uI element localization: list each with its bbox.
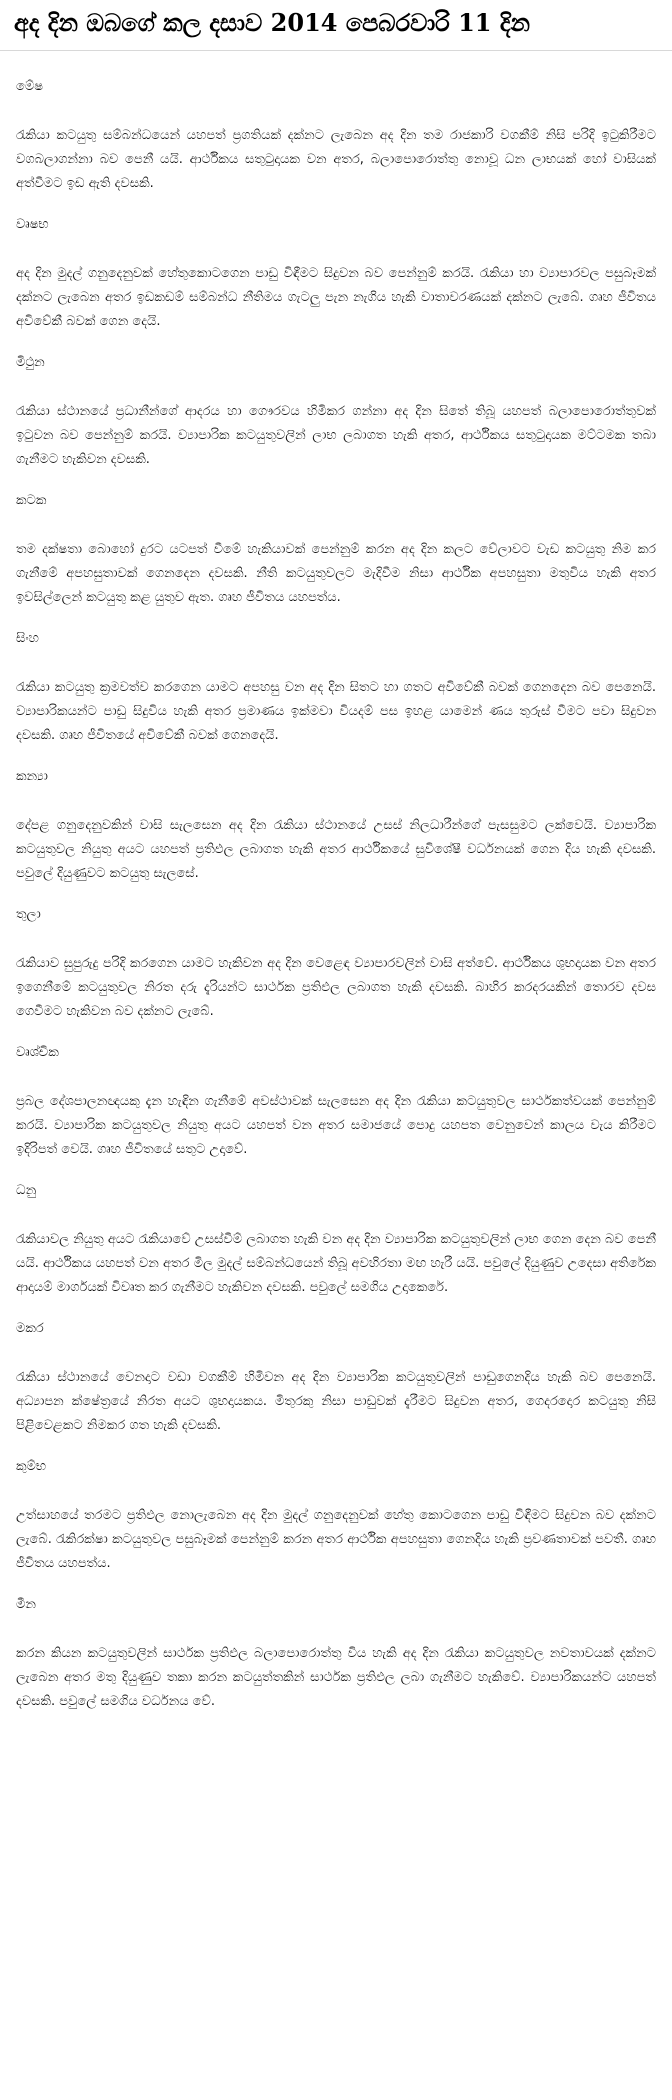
sign-name: කටක <box>16 493 47 508</box>
sign-section-vrushchika <box>16 1044 656 1162</box>
sign-reading: අද දින මුදල් ගනුදෙනුවක් හේතුකොටගෙන පාඩු විඳීමට සිදුවන බව පෙන්නුම් කරයි. රැකියා හා ව්‍යාපාරවල පසුබෑමක් දක්නට ලැබෙන අතර ඉඩකඩම් සම්බන්ධ නීතිමය ගැටලු පැන නැගිය හැකි වාතාවරණයක් දක්නට ලැබේ. ගෘහ ජීවිතය අවිවේකී බවක් ගෙන දෙයි. <box>16 266 656 329</box>
sign-section-vrushabha <box>16 216 656 334</box>
page-title: අද දින ඔබගේ කල දසාව 2014 පෙබරවාරි 11 දින <box>14 8 530 37</box>
sign-reading: රැකියා කටයුතු සම්බන්ධයෙන් යහපත් ප්‍රගතියක් දක්නට ලැබෙන අද දින තම රාජකාරි වගකීම් නිසි පරිදි ඉටුකිරීමට වගබලාගන්නා බව පෙනී යයි. ආර්ථිකය සතුටුදායක වන අතර, බලාපොරොත්තු නොවූ ධන ලාභයක් හෝ වාසියක් අත්වීමට ඉඩ ඇති දවසකි. <box>16 128 656 191</box>
sign-name: කන්‍යා <box>16 769 48 784</box>
sign-reading: රැකියාවල නියුතු අයට රැකියාවේ උසස්වීම් ලබාගත හැකි වන අද දින ව්‍යාපාරික කටයුතුවලින් ලාභ ගෙන දෙන බව පෙනී යයි. ආර්ථිකය යහපත් වන අතර මිල මුදල් සම්බන්ධයෙන් තිබූ අවහිරතා මඟ හැරී යයි. පවුලේ දියුණුව උදෙසා අතිරේක ආදායම් මාර්ගයක් විවෘත කර ගැනීමට හැකිවන දවසකි. පවුලේ සමගිය උදාකෙරේ. <box>16 1232 656 1295</box>
sign-reading: රැකියා ස්ථානයේ ප්‍රධානීන්ගේ ආදරය හා ගෞරවය හිමිකර ගන්නා අද දින සිතේ තිබූ යහපත් බලාපොරොත්තුවක් ඉටුවන බව පෙන්නුම් කරයි. ව්‍යාපාරික කටයුතුවලින් ලාභ ලබාගත හැකි අතර, ආර්ථිකය සතුටුදායක මට්ටමක තබා ගැනීමට හැකිවන දවසකි. <box>16 404 656 467</box>
sign-name: මේෂ <box>16 79 44 94</box>
title-divider <box>0 50 672 51</box>
sign-reading: රැකියාව සුපුරුදු පරිදි කරගෙන යාමට හැකිවන අද දින වෙළෙඳ ව්‍යාපාරවලින් වාසි අත්වේ. ආර්ථිකය ශුභදායක වන අතර ඉගෙනීමේ කටයුතුවල නිරත දරු දැරියන්ට සාර්ථක ප්‍රතිඵල ලබාගත හැකි දවසකි. බාහිර කරදරයකින් තොරව දවස ගෙවීමට හැකිවන බව දක්නට ලැබේ. <box>16 956 656 1019</box>
sign-reading: රැකියා කටයුතු ක්‍රමවත්ව කරගෙන යාමට අපහසු වන අද දින සිතට හා ගතට අවිවේකී බවක් ගෙනදෙන බව පෙනෙයි. ව්‍යාපාරිකයන්ට පාඩු සිදුවිය හැකි අතර ප්‍රමාණය ඉක්මවා වියදම් පස ඉහළ යාමෙන් ණය තුරුස් වීමට පවා සිදුවන දවසකි. ගෘහ ජීවිතයේ අවිවේකී බවක් ගෙනදෙයි. <box>16 680 656 743</box>
sign-name: මකර <box>16 1321 44 1336</box>
sign-name: කුම්භ <box>16 1459 47 1474</box>
sign-reading: ප්‍රබල දේශපාලනඥයකු දැන හැඳින ගැනීමේ අවස්ථාවක් සැලසෙන අද දින රැකියා කටයුතුවල සාර්ථකත්වයක් පෙන්නුම් කරයි. ව්‍යාපාරික කටයුතුවල නියුතු අයට යහපත් වන අතර සමාජයේ පොදු යහපත වෙනුවෙන් කාලය වැය කිරීමට ඉදිරිපත් වෙයි. ගෘහ ජීවිතයේ සතුට උදාවේ. <box>16 1094 656 1157</box>
sign-section-kataka <box>16 492 656 610</box>
sign-section-makara <box>16 1320 656 1438</box>
sign-name: සිංහ <box>16 631 39 646</box>
sign-section-kanya <box>16 768 656 886</box>
sign-section-dhanu <box>16 1182 656 1300</box>
sign-section-simha <box>16 630 656 748</box>
sign-name: වෘෂභ <box>16 217 49 232</box>
sign-section-kumbha <box>16 1458 656 1576</box>
sign-name: වෘශ්චික <box>16 1045 59 1060</box>
sign-reading: තම දක්ෂතා බොහෝ දුරට යටපත් වීමේ හැකියාවක් පෙන්නුම් කරන අද දින කලට වේලාවට වැඩ කටයුතු නිම කර ගැනීමේ අපහසුතාවක් ගෙනදෙන දවසකි. නීති කටයුතුවලට මැදිවීම නිසා ආර්ථික අපහසුතා මතුවිය හැකි අතර ඉවසිල්ලෙන් කටයුතු කළ යුතුව ඇත. ගෘහ ජීවිතය යහපත්ය. <box>16 542 656 605</box>
sign-reading: උත්සාහයේ තරමට ප්‍රතිඵල නොලැබෙන අද දින මුදල් ගනුදෙනුවක් හේතු කොටගෙන පාඩු විඳීමට සිදුවන බව දක්නට ලැබේ. රැකිරක්ෂා කටයුතුවල පසුබෑමක් පෙන්නුම් කරන අතර ආර්ථික අපහසුතා ගෙනදිය හැකි ප්‍රවණතාවක් පවතී. ගෘහ ජීවිතය යහපත්ය. <box>16 1508 656 1571</box>
sign-name: තුලා <box>16 907 41 922</box>
sign-name: මීන <box>16 1597 36 1612</box>
sign-section-mithuna <box>16 354 656 472</box>
sign-reading: දේපළ ගනුදෙනුවකින් වාසි සැලසෙන අද දින රැකියා ස්ථානයේ උසස් නිලධාරීන්ගේ පැසසුමට ලක්වෙයි. ව්‍යාපාරික කටයුතුවල නියුතු අයට යහපත් ප්‍රතිඵල ලබාගත හැකි අතර ආර්ථිකයේ සුවිශේෂී වර්ධනයක් ගෙන දිය හැකි දවසකි. පවුලේ දියුණුවට කටයුතු සැලසේ. <box>16 818 656 881</box>
sign-section-mesha <box>16 78 656 196</box>
sign-section-thula <box>16 906 656 1024</box>
sign-reading: කරන කියන කටයුතුවලින් සාර්ථක ප්‍රතිඵල බලාපොරොත්තු විය හැකි අද දින රැකියා කටයුතුවල නවතාවයක් දක්නට ලැබෙන අතර මතු දියුණුව තකා කරන කටයුත්තකින් සාර්ථක ප්‍රතිඵල ලබා ගැනීමට හැකිවේ. ව්‍යාපාරිකයන්ට යහපත් දවසකි. පවුලේ සමගිය වර්ධනය වේ. <box>16 1646 656 1709</box>
horoscope-list <box>16 78 656 1734</box>
sign-section-meena <box>16 1596 656 1714</box>
sign-reading: රැකියා ස්ථානයේ වෙනදාට වඩා වගකීම් හිමිවන අද දින ව්‍යාපාරික කටයුතුවලින් පාඩුගෙනදිය හැකි බව පෙනෙයි. අධ්‍යාපන ක්ෂේත්‍රයේ නිරත අයට ශුභදායකය. මිතුරකු නිසා පාඩුවක් දැරීමට සිදුවන අතර, ගෙදරදොර කටයුතු නිසි පිළිවෙළකට නිමකර ගත හැකි දවසකි. <box>16 1370 656 1433</box>
sign-name: ධනු <box>16 1183 37 1198</box>
sign-name: මිථුන <box>16 355 45 370</box>
